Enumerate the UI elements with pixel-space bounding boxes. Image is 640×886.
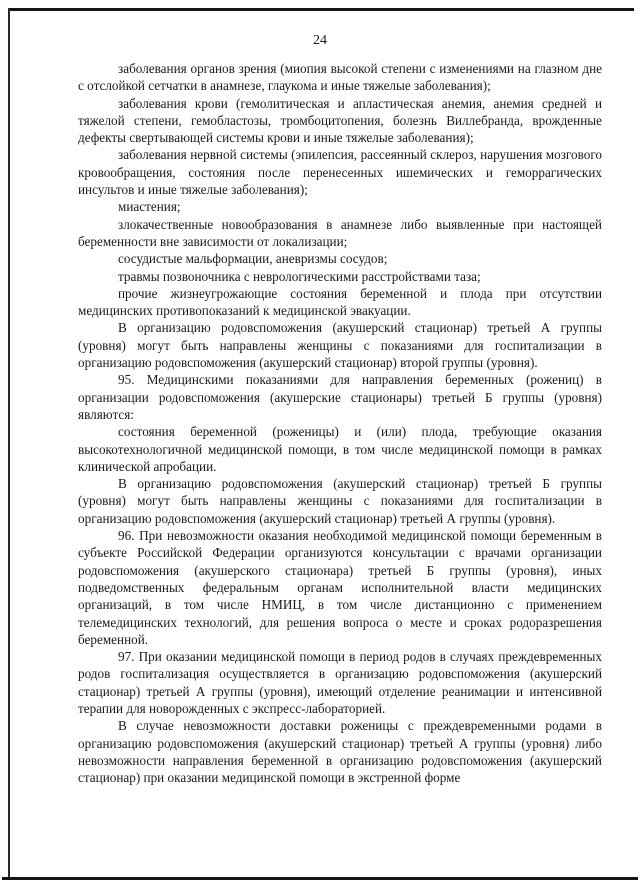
- paragraph: В случае невозможности доставки роженицы с преждевременными родами в организацию родовспоможения (акушерский стационар) третьей А группы (уровня) либо невозможности направления беременной в организацию родовспоможения (акушерский стационар) при оказании медицинской помощи в экстренной форме: [78, 718, 602, 786]
- paragraph: сосудистые мальформации, аневризмы сосудов;: [118, 251, 388, 267]
- paragraph: прочие жизнеугрожающие состояния беременной и плода при отсутствии медицинских противопоказаний к медицинской эвакуации.: [78, 285, 602, 319]
- document-body: [78, 60, 602, 786]
- scan-border-bottom: [2, 877, 638, 880]
- paragraph: В организацию родовспоможения (акушерский стационар) третьей Б группы (уровня) могут быть направлены женщины с показаниями для госпитализации в организацию родовспоможения (акушерский стационар) третьей А группы (уровня).: [78, 476, 602, 526]
- paragraph: 95. Медицинскими показаниями для направления беременных (рожениц) в организации родовспоможения (акушерские стационары) третьей Б группы (уровня) являются:: [78, 372, 602, 422]
- scan-border-left: [8, 8, 10, 880]
- paragraph: состояния беременной (роженицы) и (или) плода, требующие оказания высокотехнологичной медицинской помощи, в том числе медицинской помощи в рамках клинической апробации.: [78, 424, 602, 474]
- paragraph: заболевания крови (гемолитическая и апластическая анемия, анемия средней и тяжелой степени, гемобластозы, тромбоцитопения, болезнь Виллебранда, врожденные дефекты свертывающей системы крови и иные тяжелые заболевания);: [78, 95, 602, 146]
- paragraph: злокачественные новообразования в анамнезе либо выявленные при настоящей беременности вне зависимости от локализации;: [78, 216, 602, 249]
- paragraph: В организацию родовспоможения (акушерский стационар) третьей А группы (уровня) могут быть направлены женщины с показаниями для госпитализации в организацию родовспоможения (акушерский стационар) второй группы (уровня).: [78, 320, 602, 371]
- page-number: 24: [313, 33, 327, 48]
- scan-border-top: [10, 8, 634, 11]
- paragraph: 97. При оказании медицинской помощи в период родов в случаях преждевременных родов госпитализация осуществляется в организацию родовспоможения (акушерский стационар) третьей А группы (уровня), имеющий отделение реанимации и интенсивной терапии для новорожденных с экспресс-лабораторией.: [78, 649, 602, 716]
- paragraph: заболевания органов зрения (миопия высокой степени с изменениями на глазном дне с отслойкой сетчатки в анамнезе, глаукома и иные тяжелые заболевания);: [78, 61, 602, 94]
- paragraph: 96. При невозможности оказания необходимой медицинской помощи беременным в субъекте Российской Федерации организуются консультации с врачами организации родовспоможения (акушерского стационара) третьей Б группы (уровня), иных подведомственных федеральным органам исполнительной власти медицинских организаций, в том числе НМИЦ, в том числе дистанционно с применением телемедицинских технологий, для решения вопроса о месте и сроках родоразрешения беременной.: [78, 528, 602, 647]
- paragraph: миастения;: [118, 199, 181, 215]
- paragraph: травмы позвоночника с неврологическими расстройствами таза;: [118, 268, 481, 284]
- paragraph: заболевания нервной системы (эпилепсия, рассеянный склероз, нарушения мозгового кровообращения, состояния после перенесенных ишемических и геморрагических инсультов и иные тяжелые заболевания);: [78, 147, 602, 198]
